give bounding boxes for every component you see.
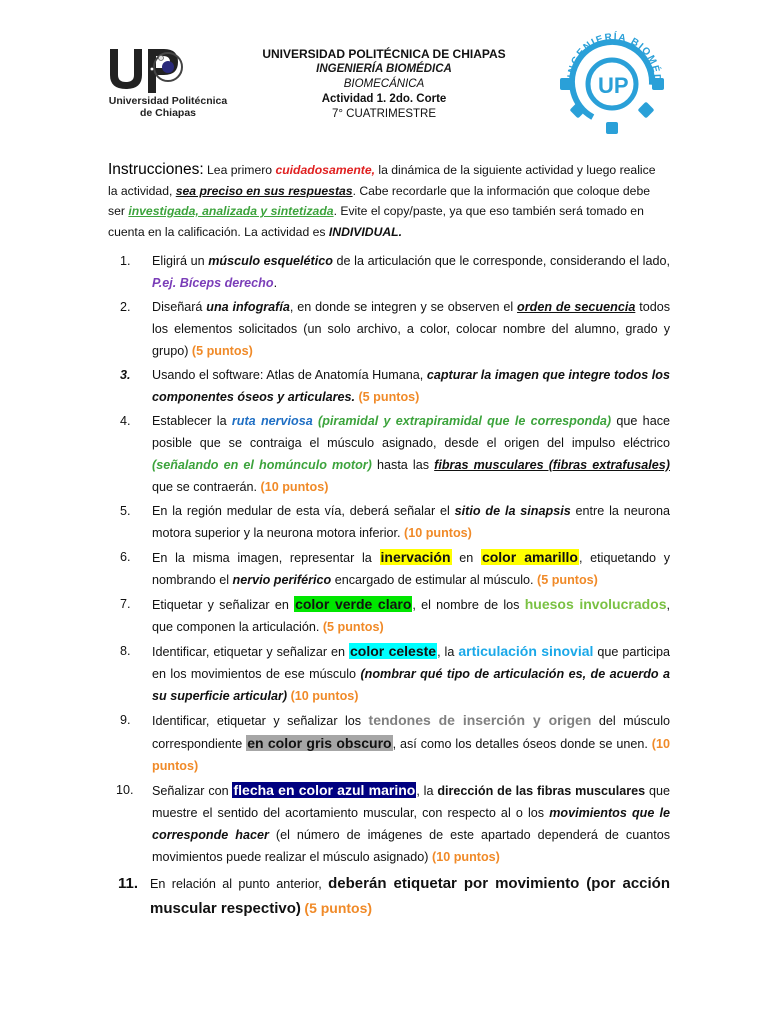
document-header <box>234 47 534 122</box>
list-item: 2. Diseñará una infografía, en donde se integren y se observen el orden de secuencia todos los elementos solicitados (un solo archivo, a color, colocar nombre del alumno, grado y grupo) (5 puntos) <box>120 300 670 358</box>
list-item: 7. Etiquetar y señalizar en color verde claro, el nombre de los huesos involucrados, que componen la articulación. (5 puntos) <box>120 596 670 634</box>
list-item: 5. En la región medular de esta vía, deberá señalar el sitio de la sinapsis entre la neurona motora superior y la neurona motora inferior. (10 puntos) <box>120 504 670 540</box>
list-item: 4. Establecer la ruta nerviosa (piramidal y extrapiramidal que le corresponda) que hace posible que se contraiga el músculo asignado, desde el origen del impulso eléctrico (señalando en el homúnculo motor) hasta las fibras musculares (fibras extrafusales) que se contraerán. (10 puntos) <box>120 414 670 494</box>
instructions-lead: Instrucciones: <box>108 161 204 178</box>
program-name: INGENIERÍA BIOMÉDICA <box>316 63 452 75</box>
list-item: 6. En la misma imagen, representar la inervación en color amarillo, etiquetando y nombrando el nervio periférico encargado de estimular al músculo. (5 puntos) <box>120 549 670 587</box>
university-logo-text: Universidad Politécnica de Chiapas <box>108 95 228 119</box>
university-logo <box>102 45 232 125</box>
activity-list <box>108 250 670 921</box>
instructions-paragraph: Instrucciones: Lea primero cuidadosamente, la dinámica de la siguiente actividad y luego realice la actividad, sea preciso en sus respuestas. Cabe recordarle que la información que coloque debe ser investigada, analizada y sintetizada. Evite el copy/paste, ya que eso también será tomado en cuenta en la calificación. La actividad es INDIVIDUAL. <box>108 161 656 239</box>
gear-logo-icon <box>558 20 668 138</box>
list-item: 8. Identificar, etiquetar y señalizar en color celeste, la articulación sinovial que participa en los movimientos de ese músculo (nombrar qué tipo de articulación es, de acuerdo a su superficie articular) (10 puntos) <box>120 643 670 703</box>
university-name: UNIVERSIDAD POLITÉCNICA DE CHIAPAS <box>262 47 506 61</box>
biomedical-engineering-logo <box>558 20 668 138</box>
activity-name: Actividad 1. 2do. Corte <box>321 93 447 105</box>
list-item: 9. Identificar, etiquetar y señalizar los tendones de inserción y origen del músculo correspondiente en color gris obscuro, así como los detalles óseos donde se unen. (10 puntos) <box>120 712 670 773</box>
list-item: 10. Señalizar con flecha en color azul marino, la dirección de las fibras musculares que muestre el sentido del acortamiento muscular, con respecto al o los movimientos que le corresponde hacer (el número de imágenes de este apartado dependerá de cuantos movimientos puede realizar el músculo asignado) (10 puntos) <box>116 782 671 864</box>
list-item: 1. Eligirá un músculo esquelético de la articulación que le corresponde, considerando el lado, P.ej. Bíceps derecho. <box>120 254 670 290</box>
course-name: BIOMECÁNICA <box>343 78 425 90</box>
svg-text:INGENIERÍA BIOMÉDICA: INGENIERÍA BIOMÉD <box>566 31 663 84</box>
list-item: 3. Usando el software: Atlas de Anatomía Humana, capturar la imagen que integre todos los componentes óseos y articulares. (5 puntos) <box>120 368 670 404</box>
term-name: 7° CUATRIMESTRE <box>331 108 437 120</box>
up-logo-icon <box>102 45 232 97</box>
list-item: 11. En relación al punto anterior, deberán etiquetar por movimiento (por acción muscular respectivo) (5 puntos) <box>118 875 670 917</box>
svg-text:UP: UP <box>598 73 629 98</box>
